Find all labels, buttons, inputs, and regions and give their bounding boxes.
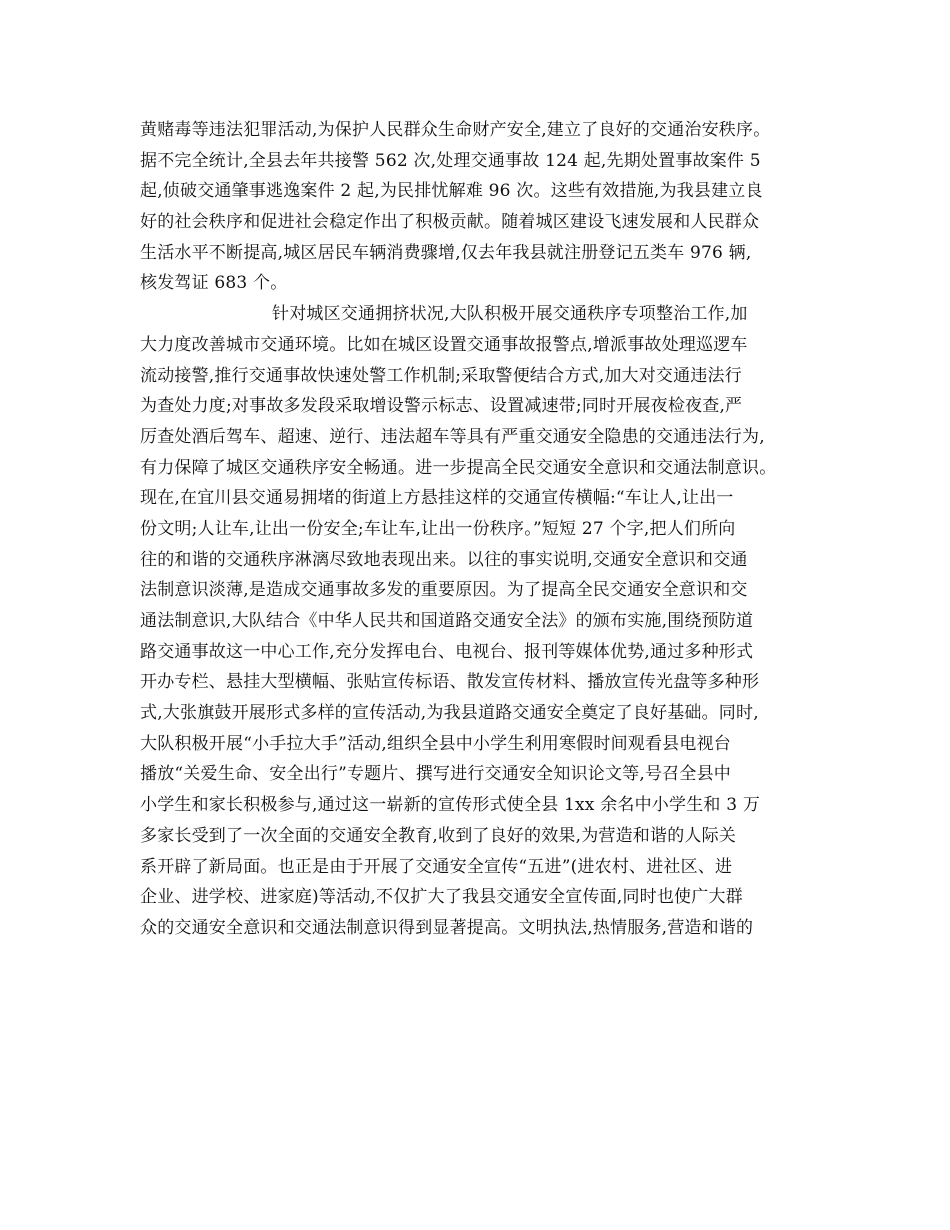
text-line: 起,侦破交通肇事逃逸案件 2 起,为民排忧解难 96 次。这些有效措施,为我县建立良 [140,181,763,202]
paragraph-start-line: 针对城区交通拥挤状况,大队积极开展交通秩序专项整治工作,加 [272,304,748,325]
text-line: 生活水平不断提高,城区居民车辆消费骤增,仅去年我县就注册登记五类车 976 辆, [140,242,752,263]
text-line: 开办专栏、悬挂大型横幅、张贴宣传标语、散发宣传材料、播放宣传光盘等多种形 [140,672,760,693]
text-line: 为查处力度;对事故多发段采取增设警示标志、设置减速带;同时开展夜检夜查,严 [140,396,743,417]
body-text [140,115,830,944]
text-line: 大队积极开展“小手拉大手”活动,组织全县中小学生利用寒假时间观看县电视台 [140,733,731,754]
text-line: 大力度改善城市交通环境。比如在城区设置交通事故报警点,增派事故处理巡逻车 [140,334,748,355]
text-line: 据不完全统计,全县去年共接警 562 次,处理交通事故 124 起,先期处置事故案件 5 [140,150,761,171]
text-line: 黄赌毒等违法犯罪活动,为保护人民群众生命财产安全,建立了良好的交通治安秩序。 [140,120,771,140]
text-line: 小学生和家长积极参与,通过这一崭新的宣传形式使全县 1xx 余名中小学生和 3 万 [140,795,761,816]
text-line: 通法制意识,大队结合《中华人民共和国道路交通安全法》的颁布实施,围绕预防道 [140,611,754,631]
text-line: 核发驾证 683 个。 [140,273,288,294]
text-line: 路交通事故这一中心工作,充分发挥电台、电视台、报刊等媒体优势,通过多种形式 [140,641,754,662]
text-line: 系开辟了新局面。也正是由于开展了交通安全宣传“五进”(进农村、进社区、进 [140,856,733,877]
text-line: 企业、进学校、进家庭)等活动,不仅扩大了我县交通安全宣传面,同时也使广大群 [140,887,743,908]
text-line: 有力保障了城区交通秩序安全畅通。进一步提高全民交通安全意识和交通法制意识。 [140,457,777,478]
text-line: 多家长受到了一次全面的交通安全教育,收到了良好的效果,为营造和谐的人际关 [140,825,737,846]
text-line: 播放“关爱生命、安全出行”专题片、撰写进行交通安全知识论文等,号召全县中 [140,764,731,785]
text-line: 法制意识淡薄,是造成交通事故多发的重要原因。为了提高全民交通安全意识和交 [140,580,748,601]
text-line: 流动接警,推行交通事故快速处警工作机制;采取警便结合方式,加大对交通违法行 [140,365,742,386]
text-line: 好的社会秩序和促进社会稳定作出了积极贡献。随着城区建设飞速发展和人民群众 [140,212,760,233]
text-line: 往的和谐的交通秩序淋漓尽致地表现出来。以往的事实说明,交通安全意识和交通 [140,549,748,570]
text-line: 份文明;人让车,让出一份安全;车让车,让出一份秩序。”短短 27 个字,把人们所向 [140,518,736,539]
text-line: 众的交通安全意识和交通法制意识得到显著提高。文明执法,热情服务,营造和谐的 [140,917,754,938]
text-line: 现在,在宜川县交通易拥堵的街道上方悬挂这样的交通宣传横幅:“车让人,让出一 [140,488,734,509]
text-line: 式,大张旗鼓开展形式多样的宣传活动,为我县道路交通安全奠定了良好基础。同时, [140,703,759,724]
text-line: 厉查处酒后驾车、超速、逆行、违法超车等具有严重交通安全隐患的交通违法行为, [140,426,765,447]
